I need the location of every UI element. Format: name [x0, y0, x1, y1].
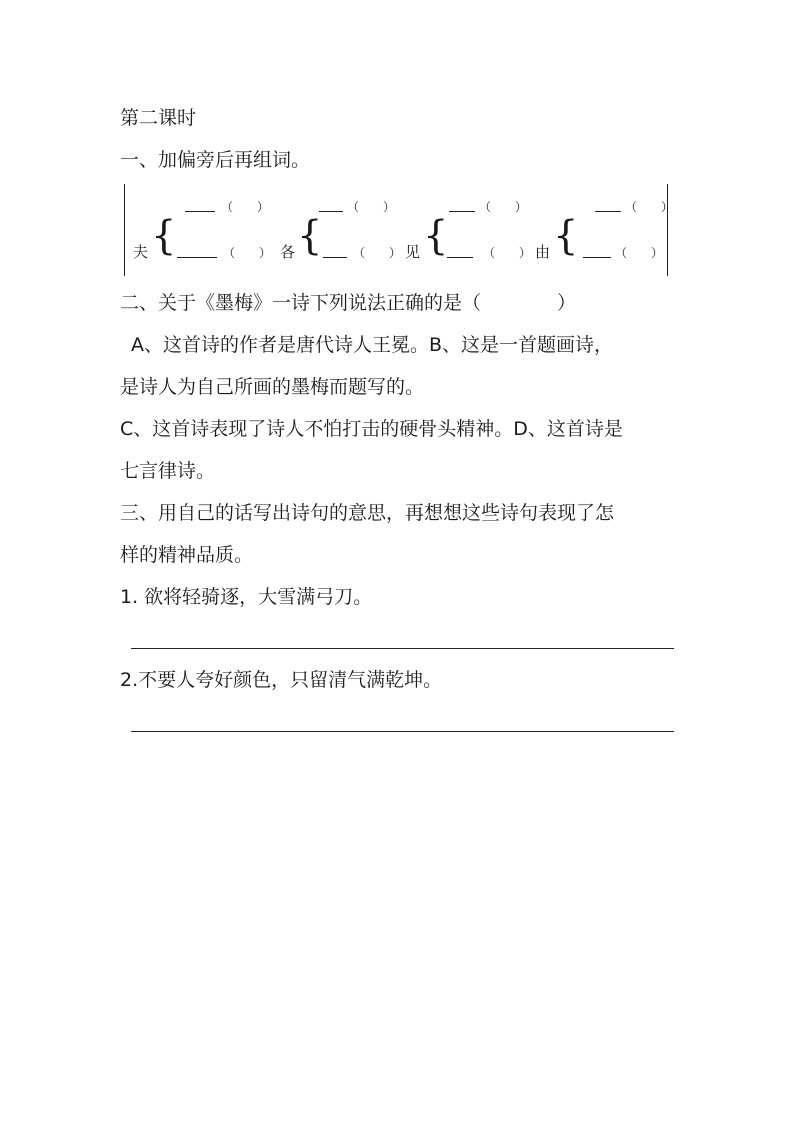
word-paren[interactable]: （ ） [353, 246, 402, 260]
lesson-title: 第二课时 [120, 107, 197, 129]
question-3-item-1: 1. 欲将轻骑逐，大雪满弓刀。 [120, 586, 373, 608]
question-1-title: 一、加偏旁后再组词。 [120, 149, 311, 171]
answer-line-1[interactable] [131, 648, 674, 649]
question-3-title-cont: 样的精神品质。 [120, 544, 254, 566]
answer-blank[interactable] [449, 196, 475, 212]
base-char-2: 各 [280, 243, 296, 261]
answer-blank[interactable] [177, 242, 217, 258]
word-paren[interactable]: （ ） [615, 246, 664, 260]
answer-blank[interactable] [595, 196, 621, 212]
brace-1: { [151, 213, 177, 259]
word-paren[interactable]: （ ） [479, 200, 528, 214]
question-2-option-c-d: C、这首诗表现了诗人不怕打击的硬骨头精神。D、这首诗是 [120, 418, 623, 440]
question-3-item-2: 2.不要人夸好颜色，只留清气满乾坤。 [120, 669, 443, 691]
answer-blank[interactable] [319, 196, 343, 212]
word-paren[interactable]: （ ） [347, 200, 396, 214]
answer-blank[interactable] [323, 242, 347, 258]
brace-4: { [553, 213, 579, 259]
brace-2: { [297, 213, 323, 259]
word-paren[interactable]: （ ） [625, 200, 674, 214]
word-paren[interactable]: （ ） [483, 246, 532, 260]
word-paren[interactable]: （ ） [223, 246, 272, 260]
question-2-title: 二、关于《墨梅》一诗下列说法正确的是（ ） [120, 292, 577, 314]
answer-blank[interactable] [583, 242, 611, 258]
base-char-4: 由 [535, 243, 551, 261]
question-3-title: 三、用自己的话写出诗句的意思，再想想这些诗句表现了怎 [120, 502, 615, 524]
answer-line-2[interactable] [131, 731, 674, 732]
answer-blank[interactable] [447, 242, 473, 258]
base-char-1: 夫 [133, 243, 149, 261]
brace-3: { [423, 213, 449, 259]
word-paren[interactable]: （ ） [221, 200, 270, 214]
question-2-option-a-b: A、这首诗的作者是唐代诗人王冕。B、这是一首题画诗， [131, 334, 614, 356]
answer-blank[interactable] [185, 196, 215, 212]
question-2-option-d-cont: 七言律诗。 [120, 460, 216, 482]
base-char-3: 见 [405, 243, 421, 261]
radical-table [124, 184, 674, 276]
question-2-option-b-cont: 是诗人为自己所画的墨梅而题写的。 [120, 376, 425, 398]
